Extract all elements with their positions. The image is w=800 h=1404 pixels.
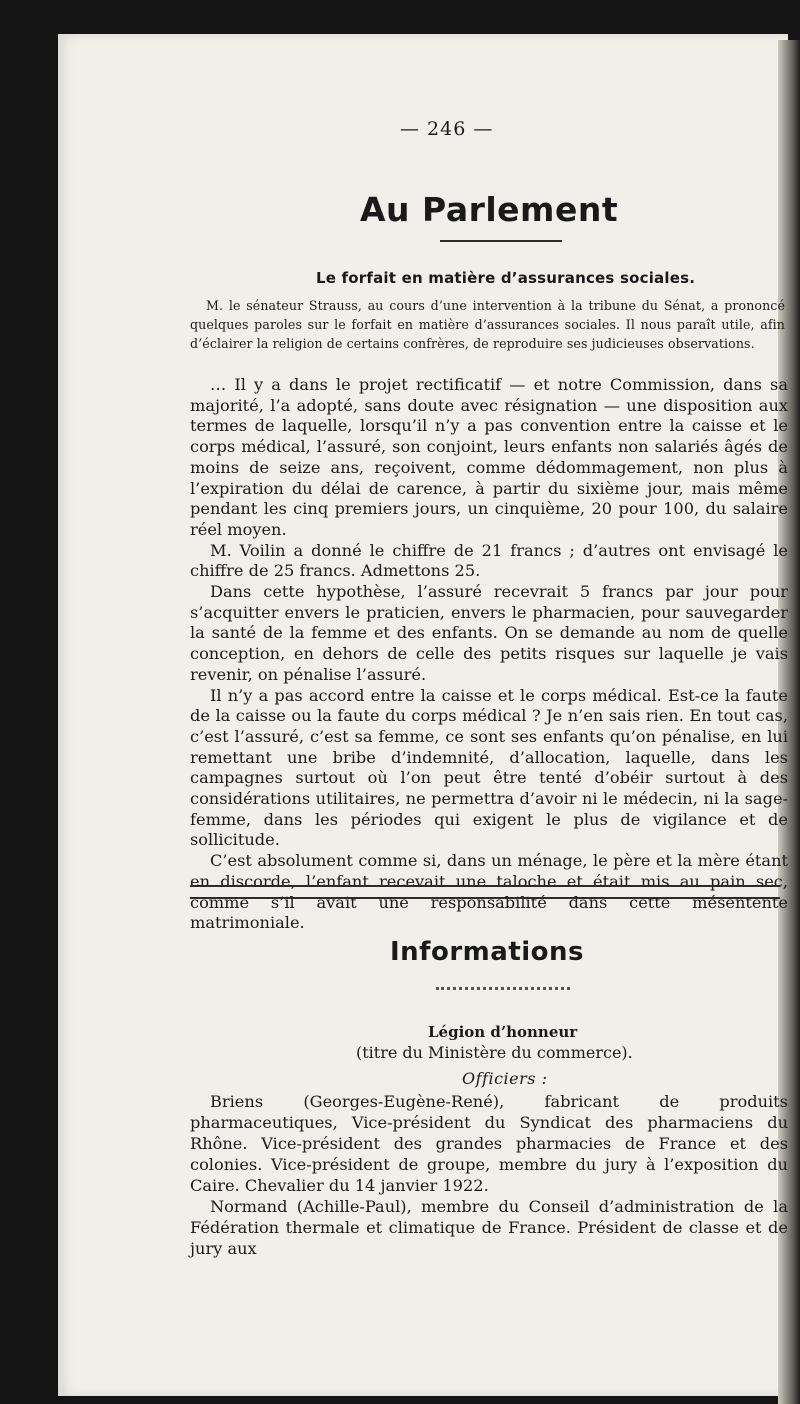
body-paragraph: Briens (Georges-Eugène-René), fabricant de produits pharmaceutiques, Vice-président du Syndicat des pharmaciens du Rhône. Vice-président des grandes pharmacies de France et des colonies. Vice-président de groupe, membre du jury à l’exposition du Caire. Chevalier du 14 janvier 1922. [190, 1092, 788, 1195]
section-divider-top [190, 885, 780, 887]
dotted-rule [436, 987, 570, 990]
section-title-informations: Informations [390, 937, 585, 967]
body-paragraph: C’est absolument comme si, dans un ménage, le père et la mère étant en discorde, l’enfant recevait une taloche et était mis au pain sec, comme s’il avait une responsabilité dans cette mésentente matrimoniale. [190, 851, 788, 933]
article-subheading: Le forfait en matière d’assurances sociales. [316, 269, 696, 287]
body-paragraph: Normand (Achille-Paul), membre du Conseil d’administration de la Fédération thermale et climatique de France. Président de classe et de jury aux [190, 1197, 788, 1258]
ministere-note: (titre du Ministère du commerce). [356, 1043, 633, 1062]
body-paragraph: … Il y a dans le projet rectificatif — et notre Commission, dans sa majorité, l’a adopté, sans doute avec résignation — une disposition aux termes de laquelle, lorsqu’il n’y a pas convention entre la caisse et le corps médical, l’assuré, son conjoint, leurs enfants non salariés âgés de moins de seize ans, reçoivent, comme dédommagement, non plus à l’expiration du délai de carence, à partir du sixième jour, mais même pendant les cinq premiers jours, un cinquième, 20 pour 100, du salaire réel moyen. [190, 375, 788, 539]
body-paragraph: Il n’y a pas accord entre la caisse et le corps médical. Est-ce la faute de la caisse ou la faute du corps médical ? Je n’en sais rien. En tout cas, c’est l’assuré, c’est sa femme, ce sont ses enfants qu’on pénalise, en lui remettant une bribe d’indemnité, d’allocation, laquelle, dans les campagnes surtout où l’on peut être tenté d’obéir surtout à des considérations utilitaires, ne permettra d’avoir ni le médecin, ni la sage-femme, dans les périodes qui exigent le plus de vigilance et de sollicitude. [190, 685, 788, 850]
body-paragraph: Dans cette hypothèse, l’assuré recevrait 5 francs par jour pour s’acquitter envers le praticien, envers le pharmacien, pour sauvegarder la santé de la femme et des enfants. On se demande au nom de quelle conception, en dehors de celle des petits risques sur laquelle je vais revenir, on pénalise l’assuré. [190, 582, 788, 684]
page-number: — 246 — [400, 118, 494, 140]
intro-paragraph: M. le sénateur Strauss, au cours d’une intervention à la tribune du Sénat, a prononcé quelques paroles sur le forfait en matière d’assurances sociales. Il nous paraît utile, afin d’éclairer la religion de certains confrères, de reproduire ses judicieuses observations. [190, 298, 785, 351]
legion-honneur-heading: Légion d’honneur [428, 1023, 578, 1041]
officiers-label: Officiers : [462, 1069, 548, 1088]
section-divider-bottom [190, 897, 780, 899]
article-intro [190, 296, 785, 353]
title-underline [440, 240, 562, 242]
section-title-parlement: Au Parlement [360, 190, 619, 229]
informations-body [190, 1091, 788, 1259]
article-body [190, 375, 788, 934]
body-paragraph: M. Voilin a donné le chiffre de 21 francs ; d’autres ont envisagé le chiffre de 25 francs. Admettons 25. [190, 540, 788, 581]
